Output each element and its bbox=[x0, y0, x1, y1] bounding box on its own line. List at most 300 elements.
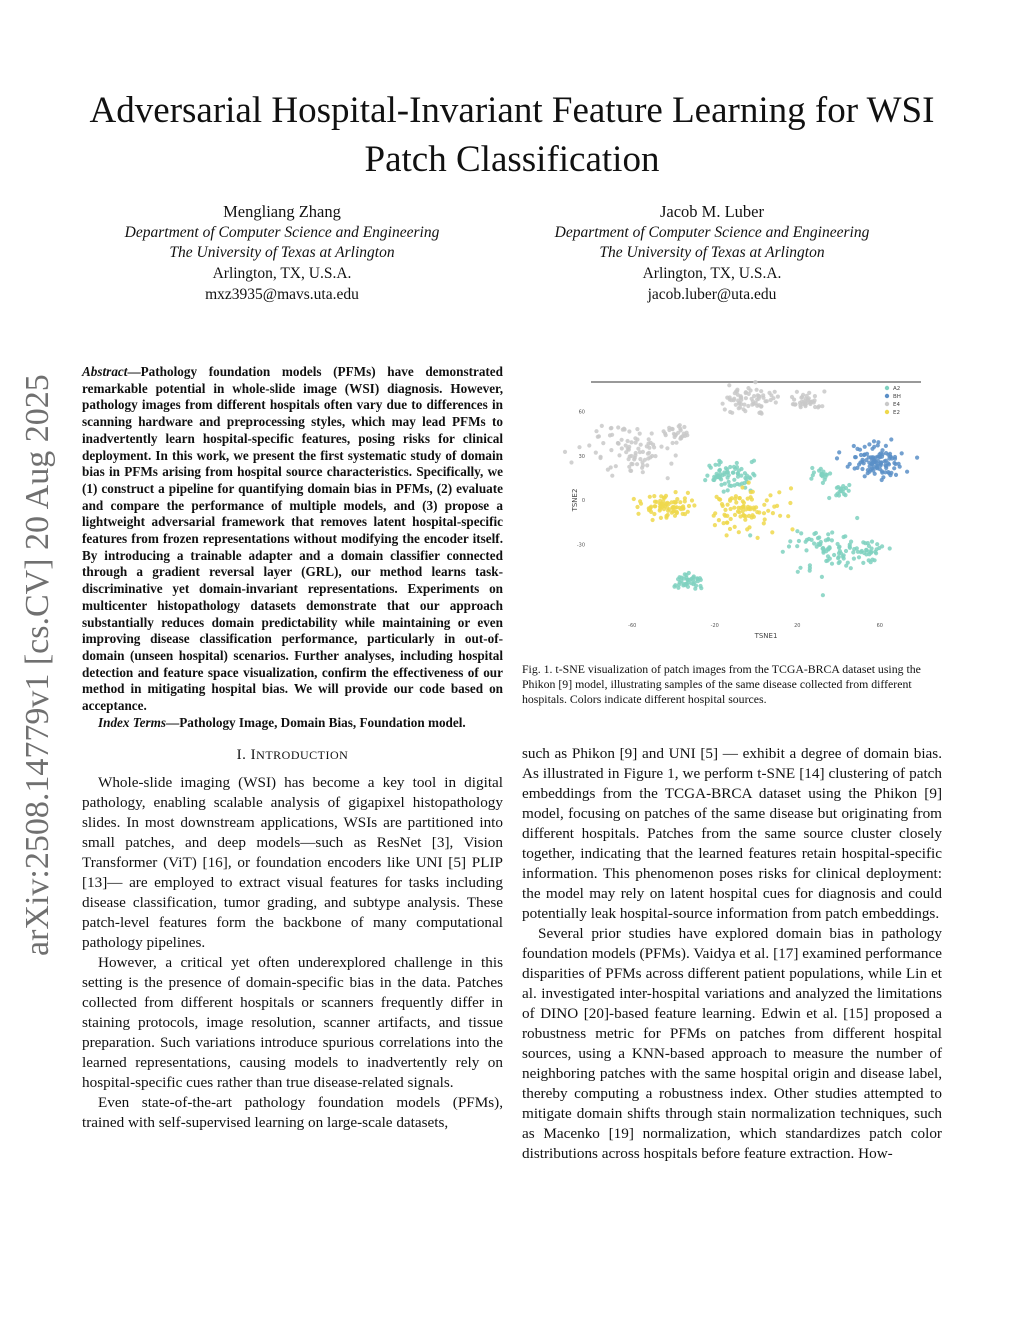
scatter-point bbox=[669, 462, 673, 466]
scatter-point bbox=[893, 455, 897, 459]
scatter-point bbox=[839, 486, 843, 490]
scatter-point bbox=[754, 505, 758, 509]
scatter-point bbox=[761, 396, 765, 400]
scatter-point bbox=[774, 400, 778, 404]
scatter-point bbox=[816, 536, 820, 540]
scatter-point bbox=[886, 470, 890, 474]
scatter-point bbox=[827, 496, 831, 500]
left-column bbox=[82, 364, 503, 1133]
scatter-point bbox=[629, 454, 633, 458]
scatter-point bbox=[734, 494, 738, 498]
scatter-point bbox=[875, 542, 879, 546]
scatter-point bbox=[718, 498, 722, 502]
scatter-point bbox=[868, 464, 872, 468]
scatter-point bbox=[698, 584, 702, 588]
scatter-point bbox=[720, 502, 724, 506]
scatter-point bbox=[848, 544, 852, 548]
scatter-point bbox=[915, 456, 919, 460]
scatter-point bbox=[616, 441, 620, 445]
index-terms-text: —Pathology Image, Domain Bias, Foundation model. bbox=[166, 714, 466, 730]
section-heading-introduction: I. INTRODUCTION bbox=[236, 747, 349, 764]
scatter-point bbox=[648, 495, 652, 499]
scatter-point bbox=[696, 579, 700, 583]
scatter-point bbox=[678, 500, 682, 504]
scatter-point bbox=[627, 465, 631, 469]
scatter-point bbox=[634, 441, 638, 445]
scatter-point bbox=[884, 444, 888, 448]
scatter-point bbox=[803, 402, 807, 406]
scatter-point bbox=[852, 557, 856, 561]
scatter-point bbox=[795, 390, 799, 394]
scatter-point bbox=[836, 542, 840, 546]
scatter-point bbox=[808, 569, 812, 573]
scatter-point bbox=[600, 424, 604, 428]
intro-paragraph-2: However, a critical yet often underexplored challenge in this setting is the presence of domain-specific bias in the data. Patches collected from different hospitals or scanners frequently differ in staining protocols, image resolution, scanner artifacts, and tissue preparation. Such variations introduce spurious correlations into the learned representations, causing models to inadvertently rely on hospital-specific cues rather than true disease-related signals. bbox=[82, 954, 503, 1092]
scatter-point bbox=[606, 468, 610, 472]
scatter-point bbox=[671, 441, 675, 445]
legend-label: E4 bbox=[893, 402, 900, 408]
scatter-point bbox=[872, 445, 876, 449]
scatter-point bbox=[820, 575, 824, 579]
arxiv-side-label: arXiv:2508.14779v1 [cs.CV] 20 Aug 2025 bbox=[19, 374, 56, 956]
scatter-point bbox=[756, 536, 760, 540]
scatter-point bbox=[889, 437, 893, 441]
scatter-point bbox=[822, 389, 826, 393]
scatter-point bbox=[737, 506, 741, 510]
scatter-point bbox=[852, 444, 856, 448]
scatter-point bbox=[721, 402, 725, 406]
scatter-point bbox=[726, 476, 730, 480]
scatter-point bbox=[691, 582, 695, 586]
scatter-point bbox=[626, 439, 630, 443]
scatter-point bbox=[635, 427, 639, 431]
scatter-point bbox=[681, 512, 685, 516]
scatter-point bbox=[804, 397, 808, 401]
scatter-point bbox=[712, 514, 716, 518]
scatter-point bbox=[717, 463, 721, 467]
scatter-point bbox=[810, 538, 814, 542]
scatter-point bbox=[837, 555, 841, 559]
scatter-point bbox=[826, 554, 830, 558]
scatter-point bbox=[865, 452, 869, 456]
x-tick-label: -20 bbox=[710, 623, 719, 629]
scatter-point bbox=[730, 496, 734, 500]
scatter-point bbox=[888, 546, 892, 550]
scatter-point bbox=[755, 397, 759, 401]
scatter-point bbox=[703, 478, 707, 482]
scatter-point bbox=[875, 547, 879, 551]
scatter-point bbox=[777, 490, 781, 494]
scatter-point bbox=[664, 514, 668, 518]
scatter-point bbox=[725, 521, 729, 525]
scatter-point bbox=[717, 459, 721, 463]
scatter-point bbox=[830, 530, 834, 534]
scatter-point bbox=[678, 575, 682, 579]
scatter-point bbox=[748, 506, 752, 510]
scatter-point bbox=[762, 511, 766, 515]
scatter-point bbox=[886, 461, 890, 465]
scatter-point bbox=[834, 493, 838, 497]
scatter-point bbox=[894, 473, 898, 477]
scatter-point bbox=[734, 403, 738, 407]
scatter-point bbox=[813, 398, 817, 402]
scatter-point bbox=[670, 500, 674, 504]
scatter-point bbox=[778, 514, 782, 518]
scatter-point bbox=[636, 512, 640, 516]
author-location: Arlington, TX, U.S.A. bbox=[212, 265, 352, 283]
scatter-point bbox=[712, 478, 716, 482]
scatter-point bbox=[775, 504, 779, 508]
scatter-point bbox=[601, 441, 605, 445]
scatter-point bbox=[627, 429, 631, 433]
scatter-point bbox=[755, 404, 759, 408]
scatter-point bbox=[799, 531, 803, 535]
author-university: The University of Texas at Arlington bbox=[169, 244, 395, 262]
author-name: Mengliang Zhang bbox=[223, 202, 341, 221]
scatter-point bbox=[846, 465, 850, 469]
scatter-point bbox=[641, 450, 645, 454]
scatter-point bbox=[752, 473, 756, 477]
scatter-point bbox=[746, 404, 750, 408]
scatter-point bbox=[900, 451, 904, 455]
scatter-point bbox=[629, 440, 633, 444]
scatter-point bbox=[713, 523, 717, 527]
scatter-point bbox=[795, 529, 799, 533]
scatter-point bbox=[765, 498, 769, 502]
scatter-point bbox=[725, 533, 729, 537]
scatter-point bbox=[733, 525, 737, 529]
scatter-point bbox=[749, 388, 753, 392]
scatter-point bbox=[855, 447, 859, 451]
scatter-point bbox=[636, 447, 640, 451]
scatter-point bbox=[638, 499, 642, 503]
scatter-point bbox=[683, 572, 687, 576]
scatter-point bbox=[826, 532, 830, 536]
scatter-point bbox=[647, 437, 651, 441]
scatter-point bbox=[742, 407, 746, 411]
scatter-point bbox=[804, 548, 808, 552]
scatter-point bbox=[821, 593, 825, 597]
scatter-point bbox=[843, 534, 847, 538]
scatter-point bbox=[632, 497, 636, 501]
author-name: Jacob M. Luber bbox=[659, 202, 764, 221]
scatter-point bbox=[842, 492, 846, 496]
scatter-point bbox=[753, 380, 757, 384]
scatter-point bbox=[633, 436, 637, 440]
scatter-point bbox=[674, 453, 678, 457]
scatter-point bbox=[739, 467, 743, 471]
scatter-point bbox=[685, 582, 689, 586]
scatter-point bbox=[798, 566, 802, 570]
y-tick-label: 0 bbox=[581, 498, 585, 504]
scatter-point bbox=[731, 471, 735, 475]
x-tick-label: 60 bbox=[876, 623, 883, 629]
scatter-point bbox=[752, 394, 756, 398]
scatter-point bbox=[795, 544, 799, 548]
scatter-point bbox=[786, 514, 790, 518]
scatter-point bbox=[736, 399, 740, 403]
scatter-point bbox=[825, 473, 829, 477]
scatter-point bbox=[755, 510, 759, 514]
scatter-point bbox=[623, 427, 627, 431]
scatter-point bbox=[732, 397, 736, 401]
scatter-point bbox=[651, 443, 655, 447]
scatter-point bbox=[705, 474, 709, 478]
scatter-point bbox=[874, 551, 878, 555]
scatter-point bbox=[880, 544, 884, 548]
scatter-point bbox=[687, 504, 691, 508]
scatter-point bbox=[854, 455, 858, 459]
scatter-point bbox=[872, 439, 876, 443]
scatter-point bbox=[737, 406, 741, 410]
scatter-point bbox=[645, 463, 649, 467]
scatter-point bbox=[663, 431, 667, 435]
scatter-point bbox=[645, 444, 649, 448]
scatter-point bbox=[768, 493, 772, 497]
legend-label: BH bbox=[893, 394, 901, 400]
scatter-point bbox=[677, 424, 681, 428]
scatter-point bbox=[799, 396, 803, 400]
scatter-point bbox=[563, 450, 567, 454]
scatter-point bbox=[813, 394, 817, 398]
scatter-point bbox=[729, 517, 733, 521]
scatter-point bbox=[729, 484, 733, 488]
scatter-point bbox=[610, 474, 614, 478]
legend-marker bbox=[885, 410, 889, 414]
y-tick-label: 30 bbox=[578, 453, 585, 460]
scatter-point bbox=[852, 547, 856, 551]
scatter-point bbox=[880, 448, 884, 452]
intro-paragraph-3: Even state-of-the-art pathology foundation models (PFMs), trained with self-supervised learning on large-scale datasets, bbox=[82, 1094, 503, 1132]
right-column bbox=[522, 744, 942, 1164]
scatter-point bbox=[867, 552, 871, 556]
body-paragraph-right-2: Several prior studies have explored domain bias in pathology foundation models (PFMs). Vaidya et al. [17] examined performance disparities of PFMs across different patient populations, while Lin et al. investigated inter-hospital variations and analyzed the limitations of DINO [20]-based feature learning. Edwin et al. [15] proposed a robustness metric for PFMs on patches from different hospital sources, using a KNN-based approach to measure the number of neighboring patches with the same hospital origin and disease label, thereby computing a robustness index. Other studies attempted to mitigate domain shifts through stain normalization techniques, such as Macenko [19] normalization, which standardizes patch color distributions across hospitals before feature extraction. How- bbox=[522, 925, 942, 1162]
scatter-point bbox=[617, 453, 621, 457]
scatter-point bbox=[672, 505, 676, 509]
scatter-point bbox=[638, 432, 642, 436]
scatter-point bbox=[758, 410, 762, 414]
scatter-point bbox=[821, 473, 825, 477]
scatter-point bbox=[620, 438, 624, 442]
scatter-point bbox=[814, 531, 818, 535]
scatter-point bbox=[867, 442, 871, 446]
legend-label: E2 bbox=[893, 410, 900, 416]
scatter-point bbox=[594, 429, 598, 433]
scatter-point bbox=[723, 407, 727, 411]
scatter-point bbox=[787, 544, 791, 548]
scatter-point bbox=[635, 462, 639, 466]
scatter-point bbox=[781, 550, 785, 554]
tsne-figure bbox=[545, 368, 945, 640]
scatter-point bbox=[632, 457, 636, 461]
scatter-point bbox=[681, 504, 685, 508]
scatter-point bbox=[728, 410, 732, 414]
scatter-point bbox=[717, 469, 721, 473]
author-email[interactable]: mxz3935@mavs.uta.edu bbox=[205, 285, 359, 303]
scatter-point bbox=[733, 513, 737, 517]
author-department: Department of Computer Science and Engineering bbox=[554, 223, 870, 241]
scatter-point bbox=[726, 503, 730, 507]
scatter-point bbox=[643, 458, 647, 462]
legend-marker bbox=[885, 386, 889, 390]
scatter-point bbox=[810, 466, 814, 470]
scatter-point bbox=[675, 511, 679, 515]
scatter-point bbox=[844, 564, 848, 568]
scatter-point bbox=[674, 441, 678, 445]
scatter-point bbox=[797, 539, 801, 543]
scatter-point bbox=[727, 383, 731, 387]
scatter-point bbox=[738, 496, 742, 500]
abstract-text: —Pathology foundation models (PFMs) have demonstrated remarkable potential in whole-slide image (WSI) diagnosis. However, pathology images from different hospitals often vary due to differences in scanning hardware and preprocessing styles, which may lead PFMs to inadvertently learn hospital-specific features, posing risks for clinical deployment. In this work, we present the first systematic study of domain bias in PFMs arising from hospital source characteristics. Specifically, we (1) construct a pipeline for quantifying domain bias in PFMs, (2) evaluate and compare the performance of multiple models, and (3) propose a lightweight adversarial framework that removes latent hospital-specific features from frozen representations without modifying the encoder itself. By introducing a trainable adapter and a domain classifier connected through a gradient reversal layer (GRL), our method learns task-discriminative yet domain-invariant representations. Experiments on multicenter histopathology datasets demonstrate that our approach substantially reduces domain predictability while maintaining or even improving disease classification performance, particularly in out-of-domain (unseen hospital) scenarios. Further analyses, including hospital detection and feature space visualization, confirm the effectiveness of our method in mitigating hospital bias. We will provide our code based on acceptance. bbox=[82, 364, 503, 714]
scatter-point bbox=[650, 431, 654, 435]
scatter-point bbox=[741, 499, 745, 503]
scatter-point bbox=[739, 402, 743, 406]
scatter-point bbox=[635, 505, 639, 509]
scatter-point bbox=[733, 391, 737, 395]
scatter-point bbox=[788, 501, 792, 505]
scatter-point bbox=[628, 469, 632, 473]
scatter-point bbox=[722, 470, 726, 474]
body-paragraph-right-1: such as Phikon [9] and UNI [5] — exhibit a degree of domain bias. As illustrated in Figure 1, we perform t-SNE [14] clustering of patch embeddings from the TCGA-BRCA dataset using the Phikon [9] model, focusing on patches of the same disease but originating from different hospitals. Patches from the same source cluster closely together, indicating that the learned features retain hospital-specific information. This phenomenon poses risks for clinical deployment: the model may rely on latent hospital cues for diagnosis and could potentially leak hospital-source information from patch embeddings. bbox=[522, 745, 942, 922]
scatter-point bbox=[837, 561, 841, 565]
scatter-point bbox=[755, 388, 759, 392]
scatter-point bbox=[614, 464, 618, 468]
scatter-point bbox=[763, 517, 767, 521]
scatter-point bbox=[743, 471, 747, 475]
y-axis-label: TSNE2 bbox=[571, 488, 579, 512]
index-terms-label: Index Terms bbox=[98, 714, 167, 730]
y-tick-label: -30 bbox=[576, 542, 585, 549]
scatter-point bbox=[864, 548, 868, 552]
scatter-point bbox=[715, 495, 719, 499]
scatter-point bbox=[659, 516, 663, 520]
scatter-point bbox=[683, 499, 687, 503]
scatter-point bbox=[741, 505, 745, 509]
scatter-point bbox=[736, 471, 740, 475]
scatter-point bbox=[616, 425, 620, 429]
scatter-point bbox=[609, 426, 613, 430]
scatter-point bbox=[750, 460, 754, 464]
scatter-point bbox=[729, 507, 733, 511]
scatter-point bbox=[639, 443, 643, 447]
scatter-point bbox=[897, 462, 901, 466]
scatter-point bbox=[879, 461, 883, 465]
scatter-point bbox=[751, 399, 755, 403]
scatter-point bbox=[725, 514, 729, 518]
scatter-point bbox=[648, 455, 652, 459]
scatter-point bbox=[673, 433, 677, 437]
scatter-point bbox=[665, 506, 669, 510]
scatter-point bbox=[849, 566, 853, 570]
scatter-point bbox=[766, 509, 770, 513]
scatter-point bbox=[577, 445, 581, 449]
scatter-point bbox=[744, 396, 748, 400]
scatter-point bbox=[598, 456, 602, 460]
scatter-point bbox=[748, 533, 752, 537]
scatter-point bbox=[659, 445, 663, 449]
scatter-point bbox=[737, 530, 741, 534]
scatter-point bbox=[641, 463, 645, 467]
scatter-point bbox=[892, 466, 896, 470]
author-location: Arlington, TX, U.S.A. bbox=[642, 265, 782, 283]
tsne-scatter-plot bbox=[545, 368, 945, 640]
scatter-point bbox=[737, 510, 741, 514]
scatter-point bbox=[735, 461, 739, 465]
intro-paragraph-1: Whole-slide imaging (WSI) has become a key tool in digital pathology, enabling scalable analysis of gigapixel histopathology slides. In most downstream applications, WSIs are partitioned into small patches, and deep models—such as ResNet [3], Vision Transformer (ViT) [16], or foundation encoders like UNI [5] PLIP [13]— are employed to extract visual features for tasks including disease classification, tumor grading, and subtype analysis. These patch-level features form the backbone of many computational pathology pipelines. bbox=[82, 774, 503, 952]
scatter-point bbox=[717, 518, 721, 522]
scatter-point bbox=[759, 389, 763, 393]
scatter-point bbox=[819, 467, 823, 471]
scatter-point bbox=[676, 586, 680, 590]
scatter-point bbox=[651, 518, 655, 522]
scatter-point bbox=[837, 551, 841, 555]
scatter-point bbox=[719, 483, 723, 487]
scatter-point bbox=[837, 450, 841, 454]
scatter-point bbox=[740, 482, 744, 486]
scatter-point bbox=[690, 498, 694, 502]
scatter-point bbox=[620, 446, 624, 450]
scatter-point bbox=[773, 390, 777, 394]
scatter-point bbox=[821, 551, 825, 555]
scatter-point bbox=[762, 503, 766, 507]
scatter-point bbox=[847, 483, 851, 487]
scatter-point bbox=[790, 395, 794, 399]
abstract-label: Abstract bbox=[82, 364, 128, 379]
scatter-point bbox=[725, 467, 729, 471]
scatter-point bbox=[798, 403, 802, 407]
scatter-point bbox=[788, 539, 792, 543]
author-university: The University of Texas at Arlington bbox=[599, 244, 825, 262]
scatter-point bbox=[627, 457, 631, 461]
scatter-point bbox=[633, 453, 637, 457]
scatter-point bbox=[626, 447, 630, 451]
scatter-point bbox=[858, 460, 862, 464]
scatter-point bbox=[735, 465, 739, 469]
scatter-point bbox=[789, 486, 793, 490]
scatter-point bbox=[732, 478, 736, 482]
scatter-point bbox=[796, 570, 800, 574]
scatter-point bbox=[824, 559, 828, 563]
scatter-point bbox=[587, 443, 591, 447]
author-email[interactable]: jacob.luber@uta.edu bbox=[647, 285, 777, 303]
scatter-point bbox=[649, 510, 653, 514]
scatter-point bbox=[807, 391, 811, 395]
scatter-point bbox=[861, 561, 865, 565]
scatter-point bbox=[666, 476, 670, 480]
scatter-point bbox=[596, 435, 600, 439]
index-terms bbox=[82, 715, 503, 732]
scatter-point bbox=[835, 456, 839, 460]
scatter-point bbox=[715, 472, 719, 476]
scatter-point bbox=[732, 506, 736, 510]
scatter-point bbox=[857, 555, 861, 559]
scatter-point bbox=[647, 451, 651, 455]
scatter-point bbox=[770, 530, 774, 534]
scatter-point bbox=[826, 547, 830, 551]
legend-marker bbox=[885, 402, 889, 406]
scatter-point bbox=[728, 527, 732, 531]
scatter-point bbox=[609, 448, 613, 452]
scatter-point bbox=[870, 540, 874, 544]
scatter-point bbox=[767, 391, 771, 395]
scatter-point bbox=[832, 553, 836, 557]
scatter-point bbox=[870, 558, 874, 562]
scatter-point bbox=[866, 541, 870, 545]
scatter-point bbox=[752, 515, 756, 519]
scatter-point bbox=[875, 465, 879, 469]
scatter-point bbox=[674, 490, 678, 494]
scatter-point bbox=[691, 578, 695, 582]
